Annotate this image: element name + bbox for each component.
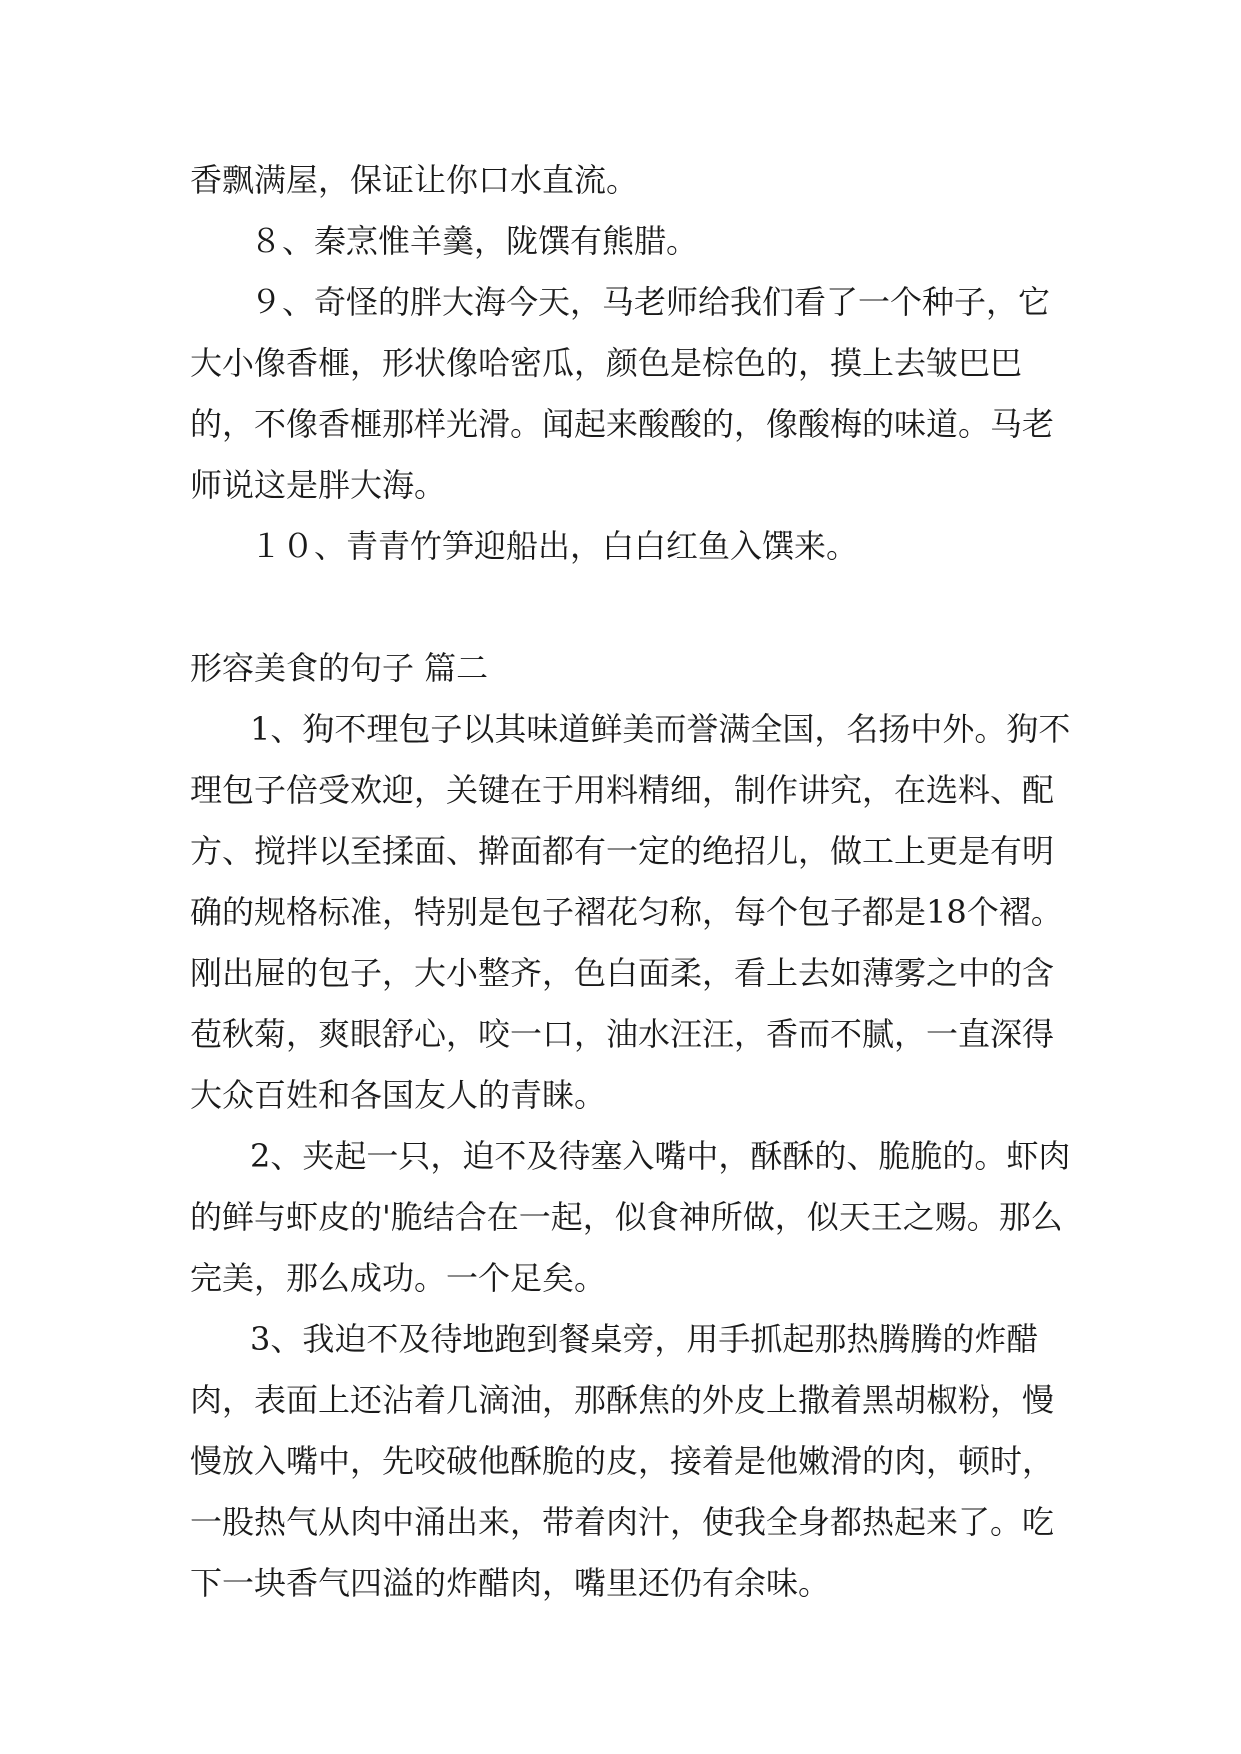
paragraph-item-3: 3、我迫不及待地跑到餐桌旁，用手抓起那热腾腾的炸醋肉，表面上还沾着几滴油，那酥焦的外皮上撒着黑胡椒粉，慢慢放入嘴中，先咬破他酥脆的皮，接着是他嫩滑的肉，顿时，一股热气从肉中涌出来，带着肉汁，使我全身都热起来了。吃下一块香气四溢的炸醋肉，嘴里还仍有余味。: [190, 1320, 1055, 1602]
paragraph-item-10: １０、青青竹笋迎船出，白白红鱼入馔来。: [250, 527, 859, 565]
paragraph-continuation: 香飘满屋，保证让你口水直流。: [190, 161, 639, 199]
paragraph-item-1: 1、狗不理包子以其味道鲜美而誉满全国，名扬中外。狗不理包子倍受欢迎，关键在于用料精细，制作讲究，在选料、配方、搅拌以至揉面、擀面都有一定的绝招儿，做工上更是有明确的规格标准，特别是包子褶花匀称，每个包子都是18个褶。刚出屉的包子，大小整齐，色白面柔，看上去如薄雾之中的含苞秋菊，爽眼舒心，咬一口，油水汪汪，香而不腻，一直深得大众百姓和各国友人的青睐。: [190, 710, 1071, 1114]
section-title: 形容美食的句子 篇二: [190, 649, 489, 687]
document-body: [190, 150, 1080, 1614]
paragraph-item-2: 2、夹起一只，迫不及待塞入嘴中，酥酥的、脆脆的。虾肉的鲜与虾皮的'脆结合在一起，似食神所做，似天王之赐。那么完美，那么成功。一个足矣。: [190, 1137, 1071, 1297]
section-spacer: [190, 577, 1080, 638]
paragraph-item-9: ９、奇怪的胖大海今天，马老师给我们看了一个种子，它大小像香榧，形状像哈密瓜，颜色是棕色的，摸上去皱巴巴的，不像香榧那样光滑。闻起来酸酸的，像酸梅的味道。马老师说这是胖大海。: [190, 283, 1055, 504]
paragraph-item-8: ８、秦烹惟羊羹，陇馔有熊腊。: [250, 222, 699, 260]
